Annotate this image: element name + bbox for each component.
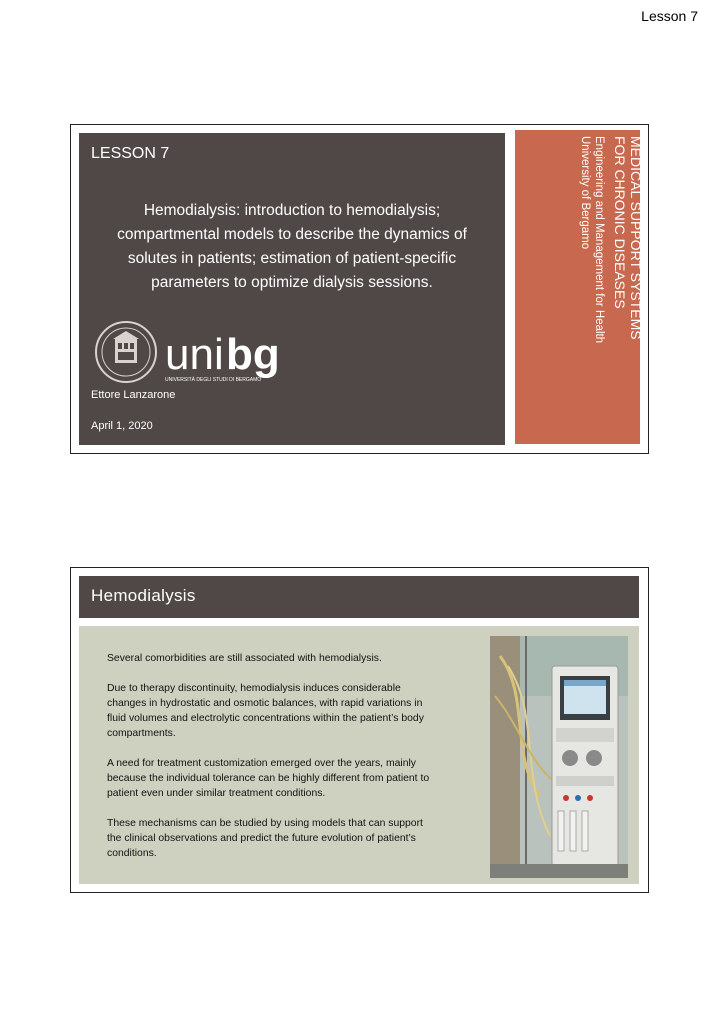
lesson-date: April 1, 2020 [91,420,153,432]
title-panel [79,133,505,445]
program-line1: Engineering and Management for Health [593,136,605,344]
program-info [578,136,606,343]
paragraph: A need for treatment customization emerged over the years, mainly because the individual tolerance can be highly different from patient to patient even under similar treatment conditions. [107,758,430,799]
paragraph: Several comorbidities are still associated with hemodialysis. [107,653,382,664]
svg-text:UNIVERSITÀ DEGLI STUDI DI BERG: UNIVERSITÀ DEGLI STUDI DI BERGAMO [165,377,262,383]
lesson-title: Hemodialysis: introduction to hemodialysis; compartmental models to describe the dynamics of solutes in patients; estimation of patient-specific parameters to optimize dialysis sessions. [117,202,467,291]
program-line2: University of Bergamo [579,136,591,250]
slide-title [70,124,649,454]
lesson-label: LESSON 7 [91,145,170,162]
course-title-line2: FOR CHRONIC DISEASES [612,136,628,309]
paragraph: Due to therapy discontinuity, hemodialysis induces considerable changes in hydrostatic and osmotic balances, with rapid variations in fluid volumes and electrolytic concentrations within the patient’s body compartments. [107,683,424,739]
dialysis-machine-photo [490,636,628,878]
university-seal-icon [96,322,156,382]
course-title [612,136,644,340]
course-sidebar [515,130,644,444]
slide-body [79,626,639,884]
unibg-logo [93,319,283,385]
course-title-line1: MEDICAL SUPPORT SYSTEMS [628,136,644,340]
svg-text:bg: bg [226,330,280,379]
slide-title: Hemodialysis [91,586,196,605]
svg-text:uni: uni [165,330,224,379]
slide-text [107,651,437,876]
paragraph: These mechanisms can be studied by using models that can support the clinical observations and predict the future evolution of patient’s conditions. [107,818,423,859]
page-header: Lesson 7 [641,8,698,24]
author-name: Ettore Lanzarone [91,389,176,401]
slide-header-bar [79,576,639,618]
slide-hemodialysis [70,567,649,893]
